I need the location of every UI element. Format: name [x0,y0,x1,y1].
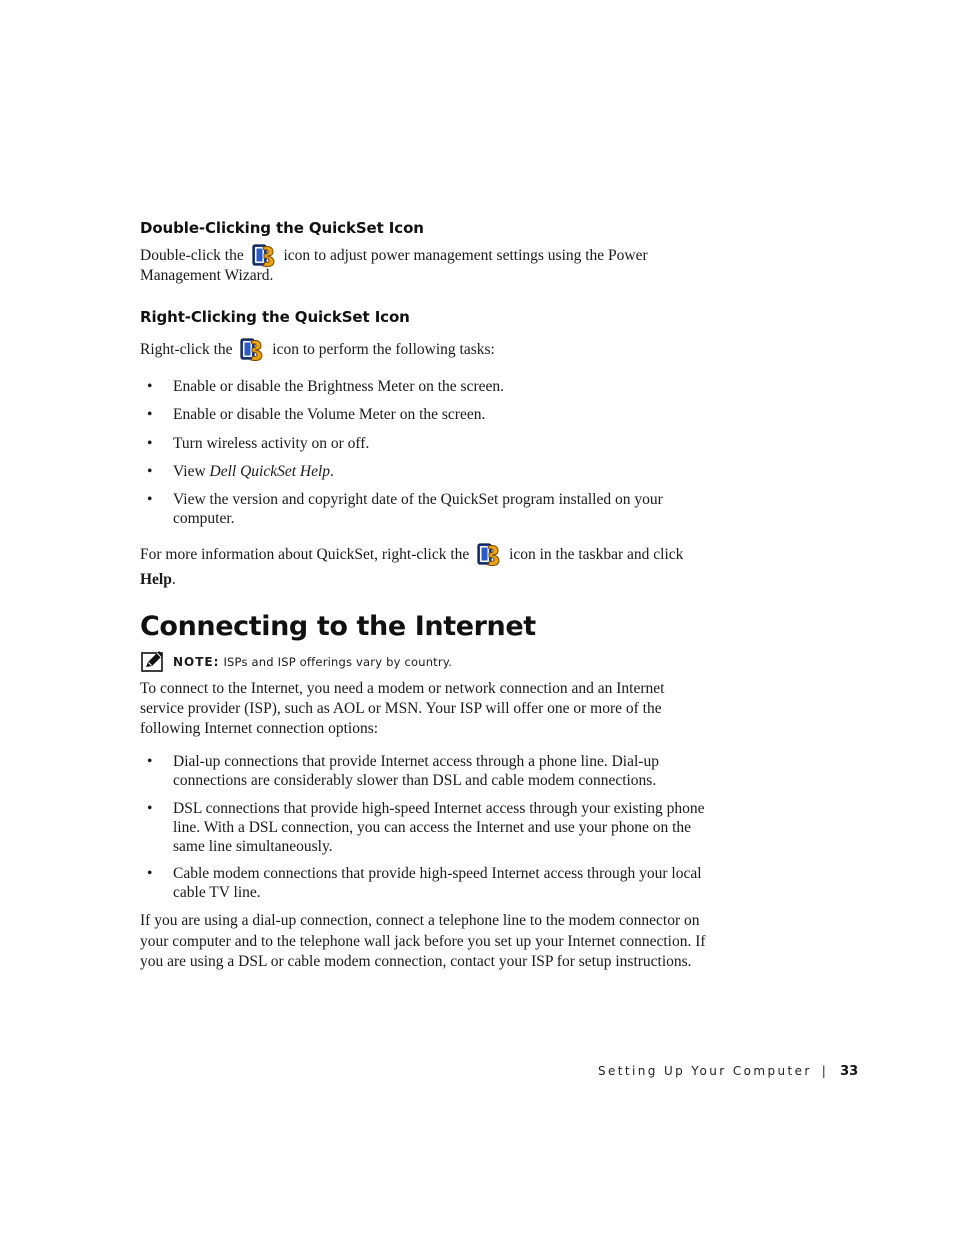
page-number: 33 [840,1064,859,1079]
intro-paragraph: To connect to the Internet, you need a modem or network connection and an Internet service provider (ISP), such as AOL or MSN. Your ISP will offer one or more of the following Internet connection options: [140,680,665,737]
footer-section-title: Setting Up Your Computer [598,1064,812,1078]
list-item: • View the version and copyright date of the QuickSet program installed on your computer. [147,491,663,527]
list-item: • Enable or disable the Volume Meter on the screen. [147,406,486,423]
heading-double-click: Double-Clicking the QuickSet Icon [140,219,424,237]
page-footer [598,1062,858,1080]
list-item: • Cable modem connections that provide high-speed Internet access through your local cable TV line. [147,865,702,901]
list-item: • Turn wireless activity on or off. [147,435,370,452]
list-item: • Dial-up connections that provide Internet access through a phone line. Dial-up connections are considerably slower than DSL and cable modem connections. [147,753,659,789]
right-click-paragraph: Right-click the icon to perform the following tasks: [140,340,740,360]
note: NOTE: ISPs and ISP offerings vary by country. [173,655,453,669]
page-title: Connecting to the Internet [140,611,536,642]
quickset-icon [251,242,277,268]
list-item: • DSL connections that provide high-speed Internet access through your existing phone line. With a DSL connection, you can access the Internet and use your phone on the same line simultaneously. [147,800,705,855]
note-pencil-icon [141,650,165,672]
list-item: • Enable or disable the Brightness Meter on the screen. [147,378,504,395]
double-click-paragraph: Double-click the icon to adjust power management settings using the Power Management Wizard. [140,246,740,286]
heading-right-click: Right-Clicking the QuickSet Icon [140,308,410,326]
footer-separator: | [821,1064,829,1078]
quickset-icon [239,336,265,362]
more-info-paragraph: For more information about QuickSet, right-click the icon in the taskbar and click Help. [140,542,740,592]
closing-paragraph: If you are using a dial-up connection, connect a telephone line to the modem connector on your computer and to the telephone wall jack before you set up your Internet connection. If you are using a DSL or cable modem connection, contact your ISP for setup instructions. [140,912,706,970]
quickset-icon [476,541,502,567]
list-item: • View Dell QuickSet Help. [147,463,334,480]
